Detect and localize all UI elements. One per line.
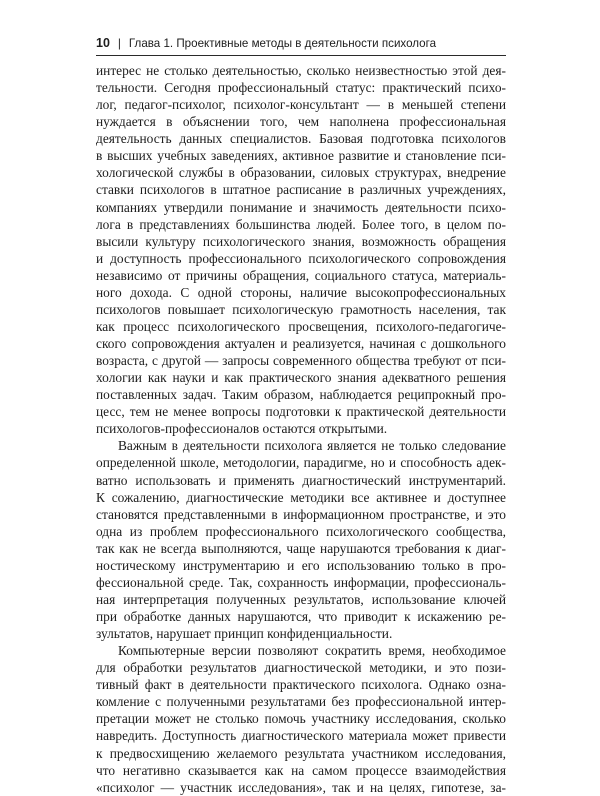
text-line: лог, педагог-психолог, психолог-консультант — в меньшей степени [96,97,506,113]
text-line: ностическому инструментарию и его использованию только в про- [96,557,506,573]
text-line: Важным в деятельности психолога является не только следование [118,438,506,454]
text-line: ватно использовать и применять диагностический инструментарий. [96,472,506,488]
text-line: возраста, с другой — запросы современного общества требуют от пси- [96,353,506,369]
running-head [96,36,506,56]
text-line: претации может не столько помочь участнику исследования, сколько [96,711,506,727]
text-line: для обработки результатов диагностической методики, и это пози- [96,660,506,676]
text-line: поставленных задач. Таким образом, наблюдается реципрокный про- [96,387,506,403]
header-rule [96,55,506,56]
text-line: деятельность данных специалистов. Базовая подготовка психологов [96,131,506,147]
paragraph [96,437,506,642]
text-line: фессиональной среде. Так, сохранность информации, профессиональ- [96,574,506,590]
text-line: ставки психологов в штатное расписание в различных учреждениях, [96,182,506,198]
text-line: что негативно сказывается как на самом процессе взаимодействия [96,762,506,778]
text-line: хологии как науки и как практического знания адекватного решения [96,370,506,386]
text-line: интерес не столько деятельностью, сколько неизвестностью этой дея- [96,63,506,78]
text-line: зультатов, нарушает принцип конфиденциальности. [96,626,393,642]
text-line: тивный факт в деятельности практического психолога. Однако озна- [96,677,506,693]
text-line: психологов повышает психологическую грамотность населения, так [96,301,506,317]
text-line: нуждается в объяснении того, чем наполнена профессиональная [96,114,506,130]
running-head-separator: | [117,37,121,50]
text-line: комление с полученными результатами без профессиональной интер- [96,694,506,710]
text-line: высили культуру психологического знания, возможность обращения [96,233,506,249]
paragraph [96,642,506,796]
text-line: психологов-профессионалов остаются открытыми. [96,421,388,437]
text-line: «психолог — участник исследования», так и на целях, гипотезе, за- [96,779,506,795]
text-line: лога в представлениях большинства людей. Более того, в целом по- [96,216,506,232]
text-line: ная интерпретация полученных результатов, использование ключей [96,591,506,607]
body-text [96,62,506,796]
text-line: К сожалению, диагностические методики все активнее и доступнее [96,489,506,505]
text-line: цесс, тем не менее вопросы подготовки к практической деятельности [96,404,506,420]
text-line: ского сопровождения актуален и реализуется, начиная с дошкольного [96,336,506,351]
text-line: становятся представленными в информационном пространстве, и это [96,506,506,522]
text-line: и доступность профессионального психологического сопровождения [96,250,506,266]
text-line: ного дохода. С одной стороны, наличие высокопрофессиональных [96,284,506,300]
page-number: 10 [96,36,110,50]
chapter-title: Глава 1. Проективные методы в деятельности психолога [128,37,437,50]
text-line: навредить. Доступность диагностического материала может привести [96,728,506,744]
text-line: независимо от причины обращения, социального статуса, материаль- [96,267,506,283]
text-line: одна из проблем профессионального психологического сообщества, [96,523,506,539]
text-line: к предвосхищению желаемого результата участником исследования, [96,745,506,761]
paragraph [96,62,506,437]
text-line: Компьютерные версии позволяют сократить время, необходимое [118,643,506,659]
text-line: хологической службы в образовании, силовых структурах, внедрение [96,165,506,181]
text-line: определенной школе, методологии, парадигме, но и способность адек- [96,455,506,471]
text-line: компаниях утвердили понимание и значимость деятельности психо- [96,199,506,215]
text-line: так как не всегда выполняются, чаще нарушаются требования к диаг- [96,540,506,556]
text-line: при обработке данных нарушаются, что приводит к искажению ре- [96,609,506,624]
text-line: как процесс психологического просвещения, психолого-педагогиче- [96,318,506,334]
text-line: в высших учебных заведениях, активное развитие и становление пси- [96,148,506,164]
text-line: тельности. Сегодня профессиональный статус: практический психо- [96,80,506,96]
